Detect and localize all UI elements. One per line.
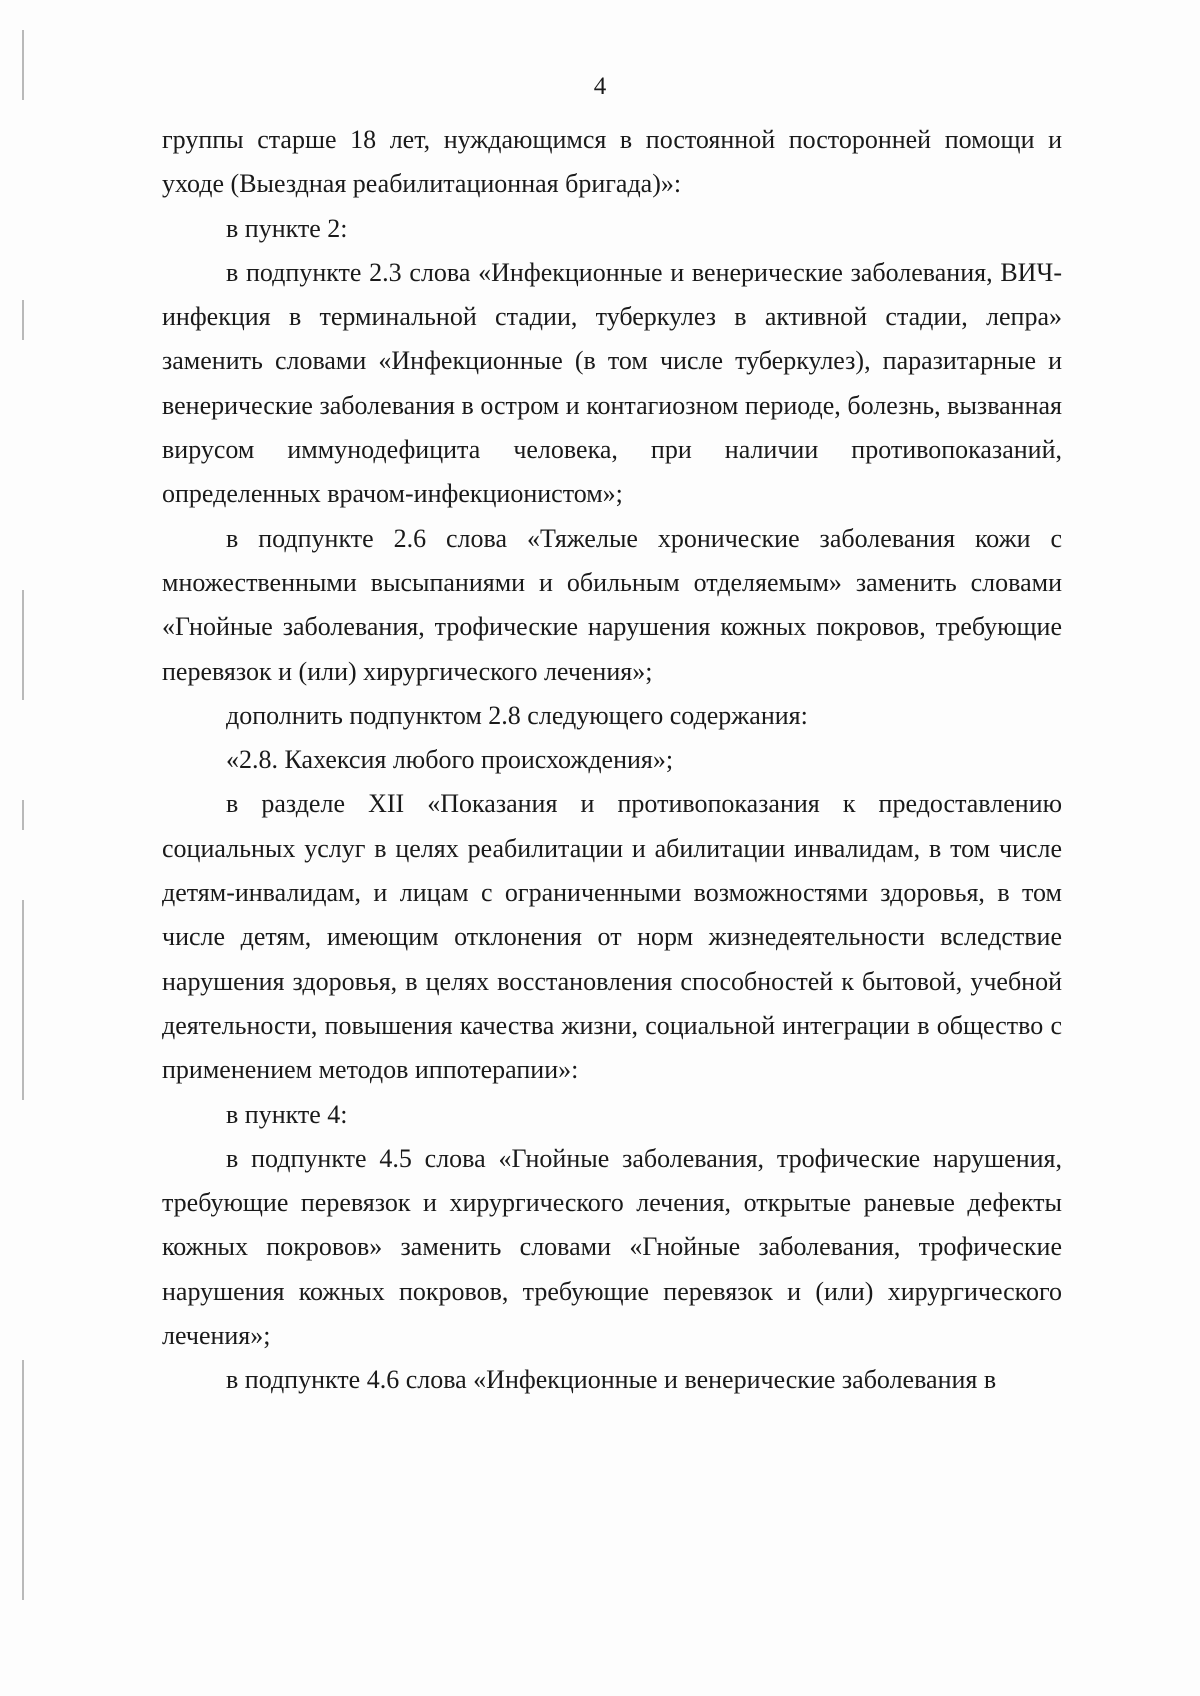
- paragraph-subpoint-2-6: в подпункте 2.6 слова «Тяжелые хронические заболевания кожи с множественными высыпаниями и обильным отделяемым» заменить словами «Гнойные заболевания, трофические нарушения кожных покровов, требующие перевязок и (или) хирургического лечения»;: [162, 523, 1062, 686]
- body-text: [162, 118, 1062, 1403]
- paragraph-subpoint-2-3: в подпункте 2.3 слова «Инфекционные и венерические заболевания, ВИЧ-инфекция в терминальной стадии, туберкулез в активной стадии, лепра» заменить словами «Инфекционные (в том числе туберкулез), паразитарные и венерические заболевания в остром и контагиозном периоде, болезнь, вызванная вирусом иммунодефицита человека, при наличии противопоказаний, определенных врачом-инфекционистом»;: [162, 257, 1062, 509]
- paragraph-point-2: в пункте 2:: [226, 213, 348, 243]
- scan-edge-mark: [22, 300, 24, 340]
- scan-edge-mark: [22, 1360, 24, 1600]
- scan-edge-mark: [22, 590, 24, 700]
- paragraph-subpoint-2-8-text: «2.8. Кахексия любого происхождения»;: [226, 745, 674, 775]
- page-number: 4: [593, 73, 607, 100]
- paragraph-section-xii: в разделе XII «Показания и противопоказания к предоставлению социальных услуг в целях реабилитации и абилитации инвалидам, в том числе детям-инвалидам, и лицам с ограниченными возможностями здоровья, в том числе детям, имеющим отклонения от норм жизнедеятельности вследствие нарушения здоровья, в целях восстановления способностей к бытовой, учебной деятельности, повышения качества жизни, социальной интеграции в общество с применением методов иппотерапии»:: [162, 789, 1062, 1085]
- paragraph-subpoint-4-5: в подпункте 4.5 слова «Гнойные заболевания, трофические нарушения, требующие перевязок и хирургического лечения, открытые раневые дефекты кожных покровов» заменить словами «Гнойные заболевания, трофические нарушения кожных покровов, требующие перевязок и (или) хирургического лечения»;: [162, 1143, 1062, 1351]
- paragraph-continuation: группы старше 18 лет, нуждающимся в постоянной посторонней помощи и уходе (Выездная реабилитационная бригада)»:: [162, 125, 1062, 199]
- scan-edge-mark: [22, 900, 24, 1100]
- paragraph-add-subpoint-2-8: дополнить подпунктом 2.8 следующего содержания:: [226, 700, 808, 730]
- paragraph-point-4: в пункте 4:: [226, 1099, 348, 1129]
- scan-edge-mark: [22, 800, 24, 830]
- paragraph-subpoint-4-6: в подпункте 4.6 слова «Инфекционные и венерические заболевания в: [226, 1365, 997, 1395]
